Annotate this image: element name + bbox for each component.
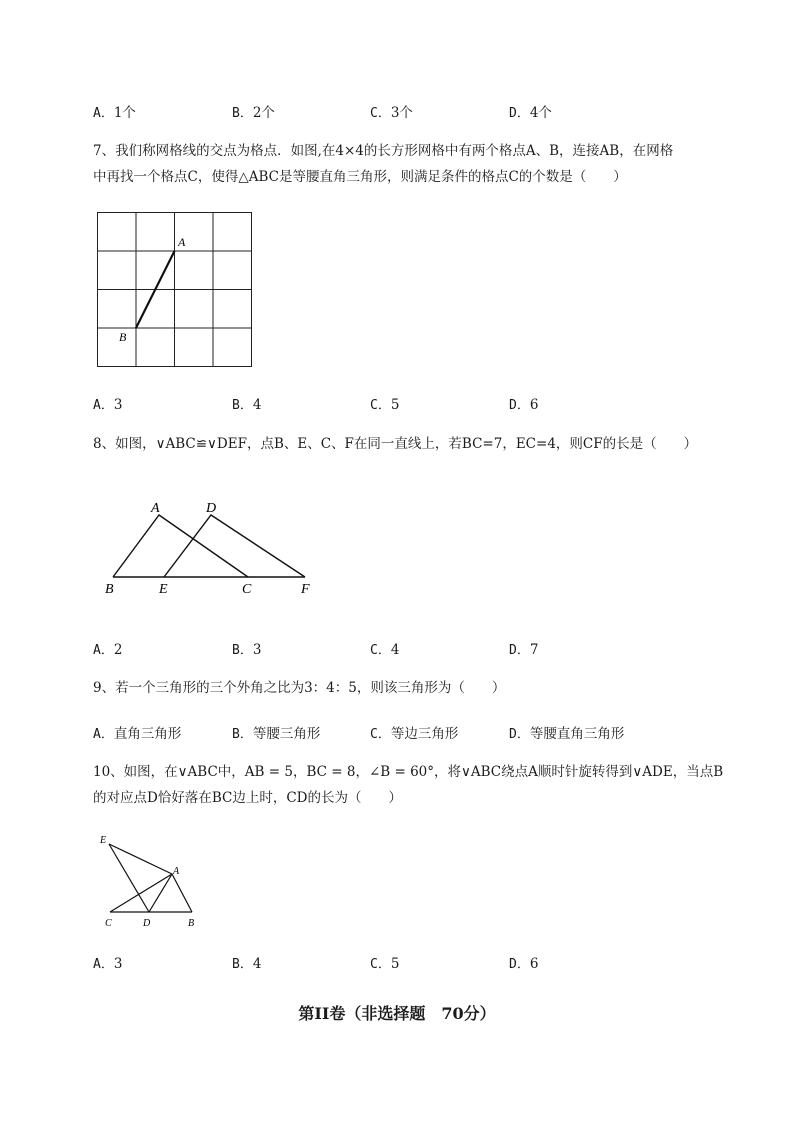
section-title: 第II卷（非选择题 70分） bbox=[298, 1004, 496, 1023]
q8-option-b[interactable]: B．3 bbox=[232, 642, 262, 658]
q7-option-a[interactable]: A．3 bbox=[93, 397, 123, 413]
q8-label-c: C bbox=[242, 582, 252, 597]
q8-stem: 8、如图，∨ABC≌∨DEF，点B、E、C、F在同一直线上，若BC=7，EC=4，则CF的长是（ ） bbox=[93, 436, 698, 452]
q7-grid-figure bbox=[90, 205, 265, 375]
q8-option-d[interactable]: D．7 bbox=[509, 642, 539, 658]
q8-label-a: A bbox=[151, 501, 160, 516]
q7-options bbox=[93, 394, 733, 414]
q9-stem: 9、若一个三角形的三个外角之比为3：4：5，则该三角形为（ ） bbox=[93, 680, 506, 696]
q10-label-d: D bbox=[143, 918, 151, 929]
q9-option-c[interactable]: C．等边三角形 bbox=[370, 726, 459, 742]
q10-stem: 10、如图，在∨ABC中，AB = 5，BC = 8，∠B = 60°，将∨ABC绕点A顺时针旋转得到∨ADE，当点B 的对应点D恰好落在BC边上时，CD的长为（ ） bbox=[93, 764, 724, 806]
q6-option-d[interactable]: D．4个 bbox=[509, 105, 552, 121]
q7-stem: 7、我们称网格线的交点为格点．如图,在4×4的长方形网格中有两个格点A、B，连接AB，在网格 中再找一个格点C，使得△ABC是等腰直角三角形，则满足条件的格点C的个数是（ ） bbox=[93, 143, 674, 185]
q9-option-d[interactable]: D．等腰直角三角形 bbox=[509, 726, 625, 742]
q10-segment-ab bbox=[172, 874, 192, 912]
q8-label-d: D bbox=[206, 501, 217, 516]
q9-option-a[interactable]: A．直角三角形 bbox=[93, 726, 182, 742]
q8-options bbox=[93, 639, 733, 659]
q10-option-d[interactable]: D．6 bbox=[509, 956, 539, 972]
q10-option-b[interactable]: B．4 bbox=[232, 956, 262, 972]
q9-options bbox=[93, 722, 733, 742]
q10-options bbox=[93, 953, 733, 973]
q7-figure bbox=[90, 205, 265, 379]
q10-option-a[interactable]: A．3 bbox=[93, 956, 123, 972]
q8-figure bbox=[100, 495, 325, 604]
q7-label-a: A bbox=[178, 235, 186, 249]
q10-rotation-figure bbox=[93, 830, 208, 935]
q6-option-a[interactable]: A．1个 bbox=[93, 105, 136, 121]
q6-option-b[interactable]: B．2个 bbox=[232, 105, 275, 121]
q8-option-c[interactable]: C．4 bbox=[370, 642, 400, 658]
q10-label-a: A bbox=[173, 866, 180, 877]
q8-label-e: E bbox=[159, 582, 168, 597]
q10-option-c[interactable]: C．5 bbox=[370, 956, 400, 972]
q10-figure bbox=[93, 830, 208, 939]
q9-option-b[interactable]: B．等腰三角形 bbox=[232, 726, 321, 742]
q8-triangles-figure bbox=[100, 495, 325, 600]
q10-segment-ad bbox=[149, 874, 172, 912]
q10-label-b: B bbox=[188, 918, 195, 929]
q7-label-b: B bbox=[119, 330, 127, 344]
q6-option-c[interactable]: C．3个 bbox=[370, 105, 413, 121]
q8-label-b: B bbox=[105, 582, 114, 597]
q10-label-c: C bbox=[105, 918, 112, 929]
q10-segment-ca bbox=[110, 874, 172, 912]
q7-option-c[interactable]: C．5 bbox=[370, 397, 400, 413]
q10-segment-ed bbox=[109, 844, 149, 912]
q7-option-d[interactable]: D．6 bbox=[509, 397, 539, 413]
q7-option-b[interactable]: B．4 bbox=[232, 397, 262, 413]
q8-option-a[interactable]: A．2 bbox=[93, 642, 123, 658]
q8-triangle-abc bbox=[113, 515, 248, 577]
q8-label-f: F bbox=[301, 582, 310, 597]
q10-label-e: E bbox=[100, 835, 107, 846]
q6-options bbox=[93, 101, 733, 121]
